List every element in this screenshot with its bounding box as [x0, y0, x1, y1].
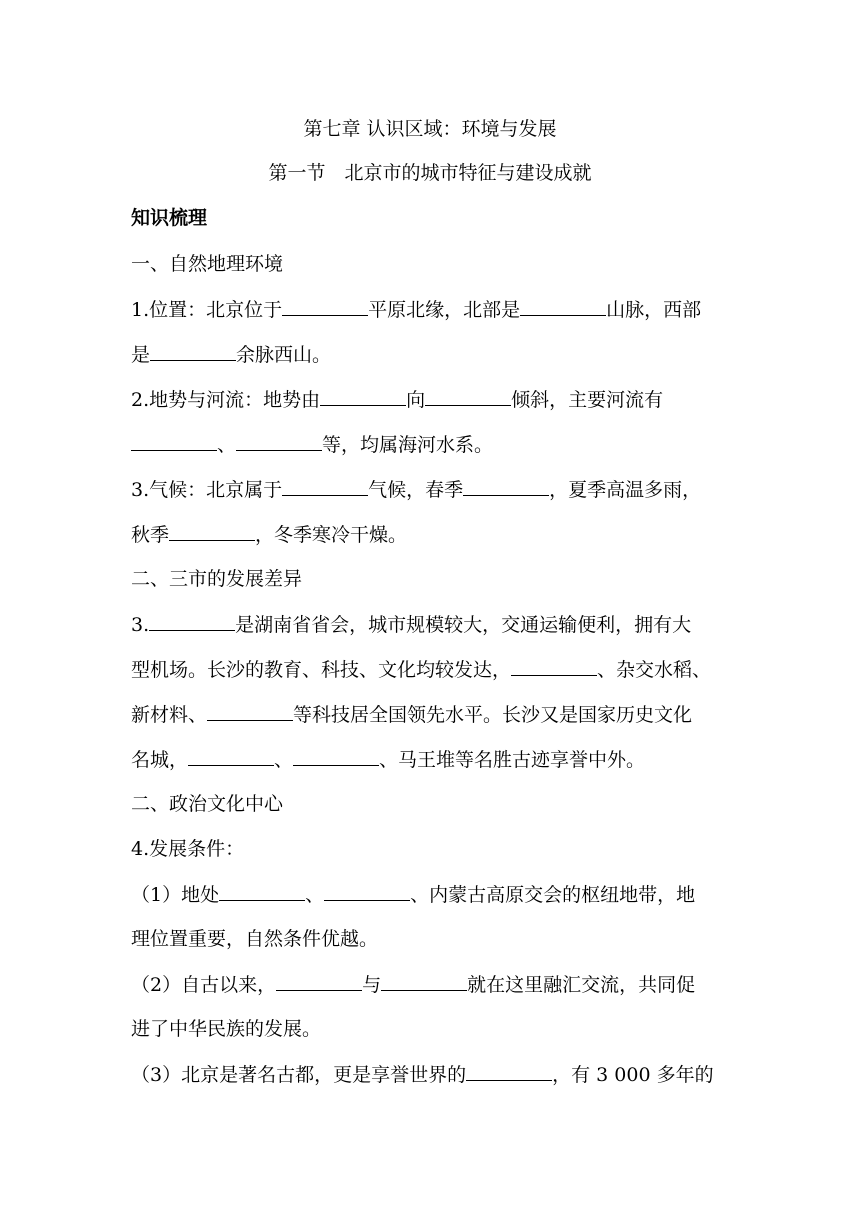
answer-blank[interactable]	[324, 882, 410, 901]
answer-blank[interactable]	[131, 432, 217, 451]
answer-blank[interactable]	[169, 522, 255, 541]
q3-line2: 秋季 ，冬季寒冷干燥。	[131, 524, 408, 546]
knowledge-heading: 知识梳理	[131, 207, 208, 229]
answer-blank[interactable]	[511, 657, 597, 676]
q4-s1-line1: （1）地处 、 、内蒙古高原交会的枢纽地带，地	[131, 884, 696, 906]
answer-blank[interactable]	[236, 432, 322, 451]
q4-s3-line1: （3）北京是著名古都，更是享誉世界的 ，有 3 000 多年的	[131, 1064, 714, 1086]
answer-blank[interactable]	[188, 747, 274, 766]
answer-blank[interactable]	[466, 1062, 552, 1081]
q4-heading: 4.发展条件：	[131, 838, 245, 860]
answer-blank[interactable]	[425, 387, 511, 406]
p2q3-line4: 名城， 、 、马王堆等名胜古迹享誉中外。	[131, 749, 646, 771]
q1-line2: 是 余脉西山。	[131, 344, 332, 366]
q2-line1: 2.地势与河流：地势由 向 倾斜，主要河流有	[131, 389, 664, 411]
q3-line1: 3.气候：北京属于 气候，春季 ，夏季高温多雨，	[131, 479, 702, 501]
q1-line1: 1.位置：北京位于 平原北缘，北部是 山脉，西部	[131, 299, 702, 321]
answer-blank[interactable]	[207, 702, 293, 721]
q2-line2: 、 等，均属海河水系。	[131, 432, 741, 457]
part1-heading: 一、自然地理环境	[131, 253, 284, 275]
q4-s2-line1: （2）自古以来， 与 就在这里融汇交流，共同促	[131, 974, 696, 996]
answer-blank[interactable]	[381, 972, 467, 991]
answer-blank[interactable]	[463, 477, 549, 496]
answer-blank[interactable]	[320, 387, 406, 406]
p2q3-line2: 型机场。长沙的教育、科技、文化均较发达， 、杂交水稻、	[131, 659, 712, 681]
answer-blank[interactable]	[276, 972, 362, 991]
answer-blank[interactable]	[282, 297, 368, 316]
answer-blank[interactable]	[149, 612, 235, 631]
q4-s2-line2: 进了中华民族的发展。	[131, 1018, 322, 1040]
answer-blank[interactable]	[293, 747, 379, 766]
section-title: 第一节 北京市的城市特征与建设成就	[268, 162, 592, 184]
q4-s1-line2: 理位置重要，自然条件优越。	[131, 928, 379, 950]
p2q3-line3: 新材料、 等科技居全国领先水平。长沙又是国家历史文化	[131, 704, 693, 726]
part2-heading: 二、三市的发展差异	[131, 568, 303, 590]
answer-blank[interactable]	[520, 297, 606, 316]
part3-heading: 二、政治文化中心	[131, 793, 284, 815]
answer-blank[interactable]	[282, 477, 368, 496]
answer-blank[interactable]	[150, 342, 236, 361]
p2q3-line1: 3. 是湖南省省会，城市规模较大，交通运输便利，拥有大	[131, 614, 692, 636]
answer-blank[interactable]	[219, 882, 305, 901]
chapter-title: 第七章 认识区域：环境与发展	[303, 118, 557, 140]
